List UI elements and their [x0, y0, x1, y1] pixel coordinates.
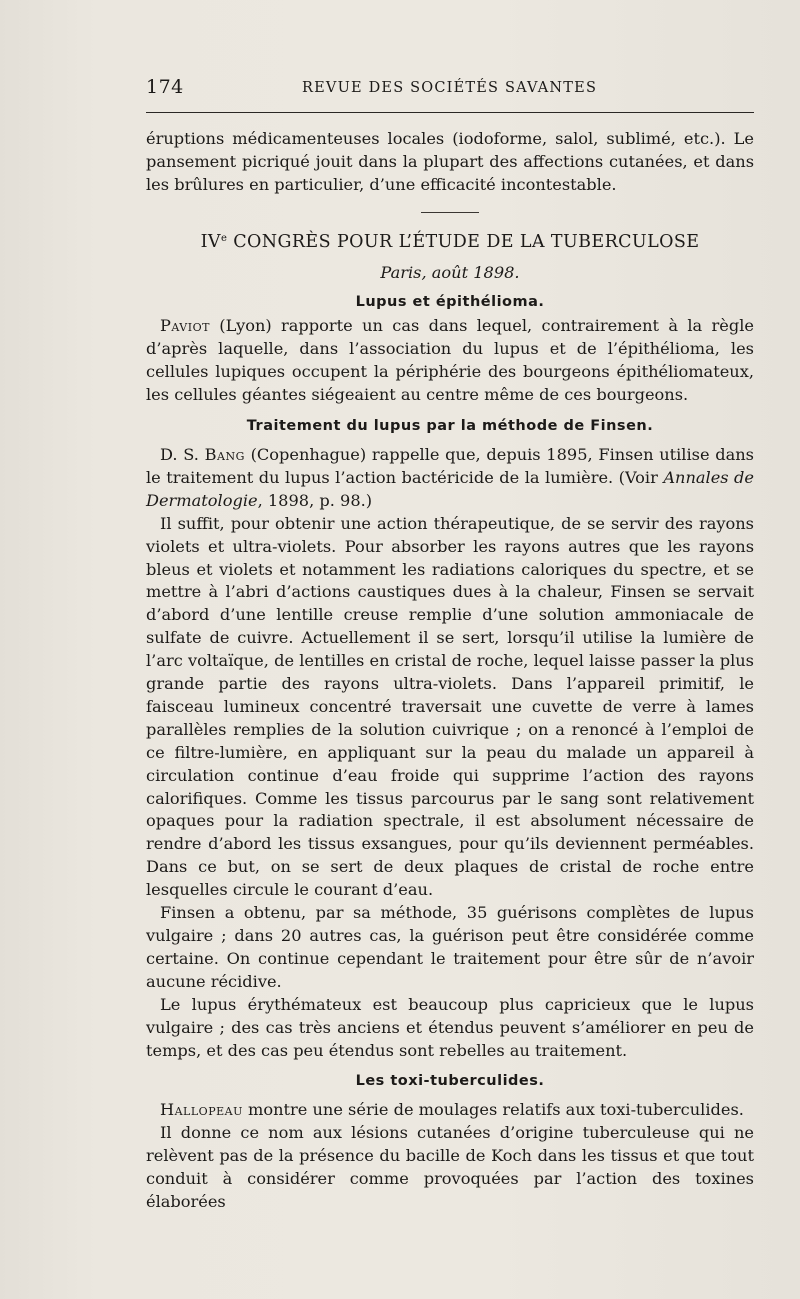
section-title-lupus: Lupus et épithélioma.	[355, 293, 545, 310]
toxi-paragraph-2: Il donne ce nom aux lésions cutanées d’origine tuberculeuse qui ne relèvent pas de la présence du bacille de Koch dans les tissus et que tout conduit à considérer comme provoquées par l’action des toxines élaborées	[146, 1123, 754, 1211]
lupus-paragraph	[146, 315, 754, 407]
finsen-paragraph-1	[146, 444, 754, 513]
congress-title	[146, 228, 754, 254]
place-date: Paris, août 1898.	[380, 262, 520, 282]
congress-title-rest: CONGRÈS POUR L’ÉTUDE DE LA TUBERCULOSE	[227, 231, 700, 252]
congress-title-sup: e	[220, 232, 228, 244]
finsen-paragraph-3: Finsen a obtenu, par sa méthode, 35 guérisons complètes de lupus vulgaire ; dans 20 autres cas, la guérison peut être considérée comme certaine. On continue cependant le traitement pour être sûr de n’avoir aucune récidive.	[146, 903, 754, 991]
finsen-text-1: (Copenhague) rappelle que, depuis 1895, Finsen utilise dans le traitement du lupus l’action bactéricide de la lumière. (Voir	[146, 444, 754, 487]
running-head: REVUE DES SOCIÉTÉS SAVANTES	[302, 80, 598, 96]
section-title-toxi: Les toxi-tuberculides.	[355, 1073, 545, 1090]
author-name: Bang	[204, 444, 245, 464]
lupus-text: (Lyon) rapporte un cas dans lequel, contrairement à la règle d’après laquelle, dans l’association du lupus et de l’épithélioma, les cellules lupiques occupent la périphérie des bourgeons épithéliomateux, les cellules géantes siégeaient au centre même de ces bourgeons.	[146, 316, 754, 405]
page-header	[146, 76, 754, 102]
toxi-text-1: montre une série de moulages relatifs aux toxi-tuberculides.	[242, 1100, 744, 1120]
author-name: Paviot	[160, 316, 210, 336]
author-initials: D. S.	[160, 444, 205, 464]
finsen-paragraph-4: Le lupus érythémateux est beaucoup plus capricieux que le lupus vulgaire ; des cas très anciens et étendus peuvent s’améliorer en peu de temps, et des cas peu étendus sont rebelles au traitement.	[146, 994, 754, 1060]
section-divider	[421, 212, 479, 213]
header-rule	[146, 112, 754, 113]
congress-title-prefix: IV	[200, 231, 221, 252]
finsen-text-1-end: , 1898, p. 98.)	[257, 490, 373, 510]
intro-paragraph: éruptions médicamenteuses locales (iodoforme, salol, sublimé, etc.). Le pansement picriqué jouit dans la plupart des affections cutanées, et dans les brûlures en particulier, d’une efficacité incontestable.	[146, 129, 754, 194]
page-number: 174	[146, 76, 184, 98]
toxi-paragraph-1	[146, 1099, 754, 1122]
author-name: Hallopeau	[160, 1100, 243, 1120]
section-title-finsen: Traitement du lupus par la méthode de Finsen.	[246, 418, 654, 435]
journal-title: Annales de Dermatologie	[146, 467, 755, 510]
body-text	[146, 128, 754, 1214]
finsen-paragraph-2: Il suffit, pour obtenir une action thérapeutique, de se servir des rayons violets et ultra-violets. Pour absorber les rayons autres que les rayons bleus et violets et notamment les radiations caloriques du spectre, et se mettre à l’abri d’actions caustiques dues à la chaleur, Finsen se servait d’abord d’une lentille creuse remplie d’une solution ammoniacale de sulfate de cuivre. Actuellement il se sert, lorsqu’il utilise la lumière de l’arc voltaïque, de lentilles en cristal de roche, lequel laisse passer la plus grande partie des rayons ultra-violets. Dans l’appareil primitif, le faisceau lumineux concentré traversait une cuvette de verre à lames parallèles remplies de la solution cuivrique ; on a renoncé à l’emploi de ce filtre-lumière, en appliquant sur la peau du malade un appareil à circulation continue d’eau froide qui supprime l’action des rayons calorifiques. Comme les tissus parcourus par le sang sont relativement opaques pour la radiation spectrale, il est absolument nécessaire de rendre d’abord les tissus exsangues, pour qu’ils deviennent perméables. Dans ce but, on se sert de deux plaques de cristal de roche entre lesquelles circule le courant d’eau.	[146, 513, 754, 900]
